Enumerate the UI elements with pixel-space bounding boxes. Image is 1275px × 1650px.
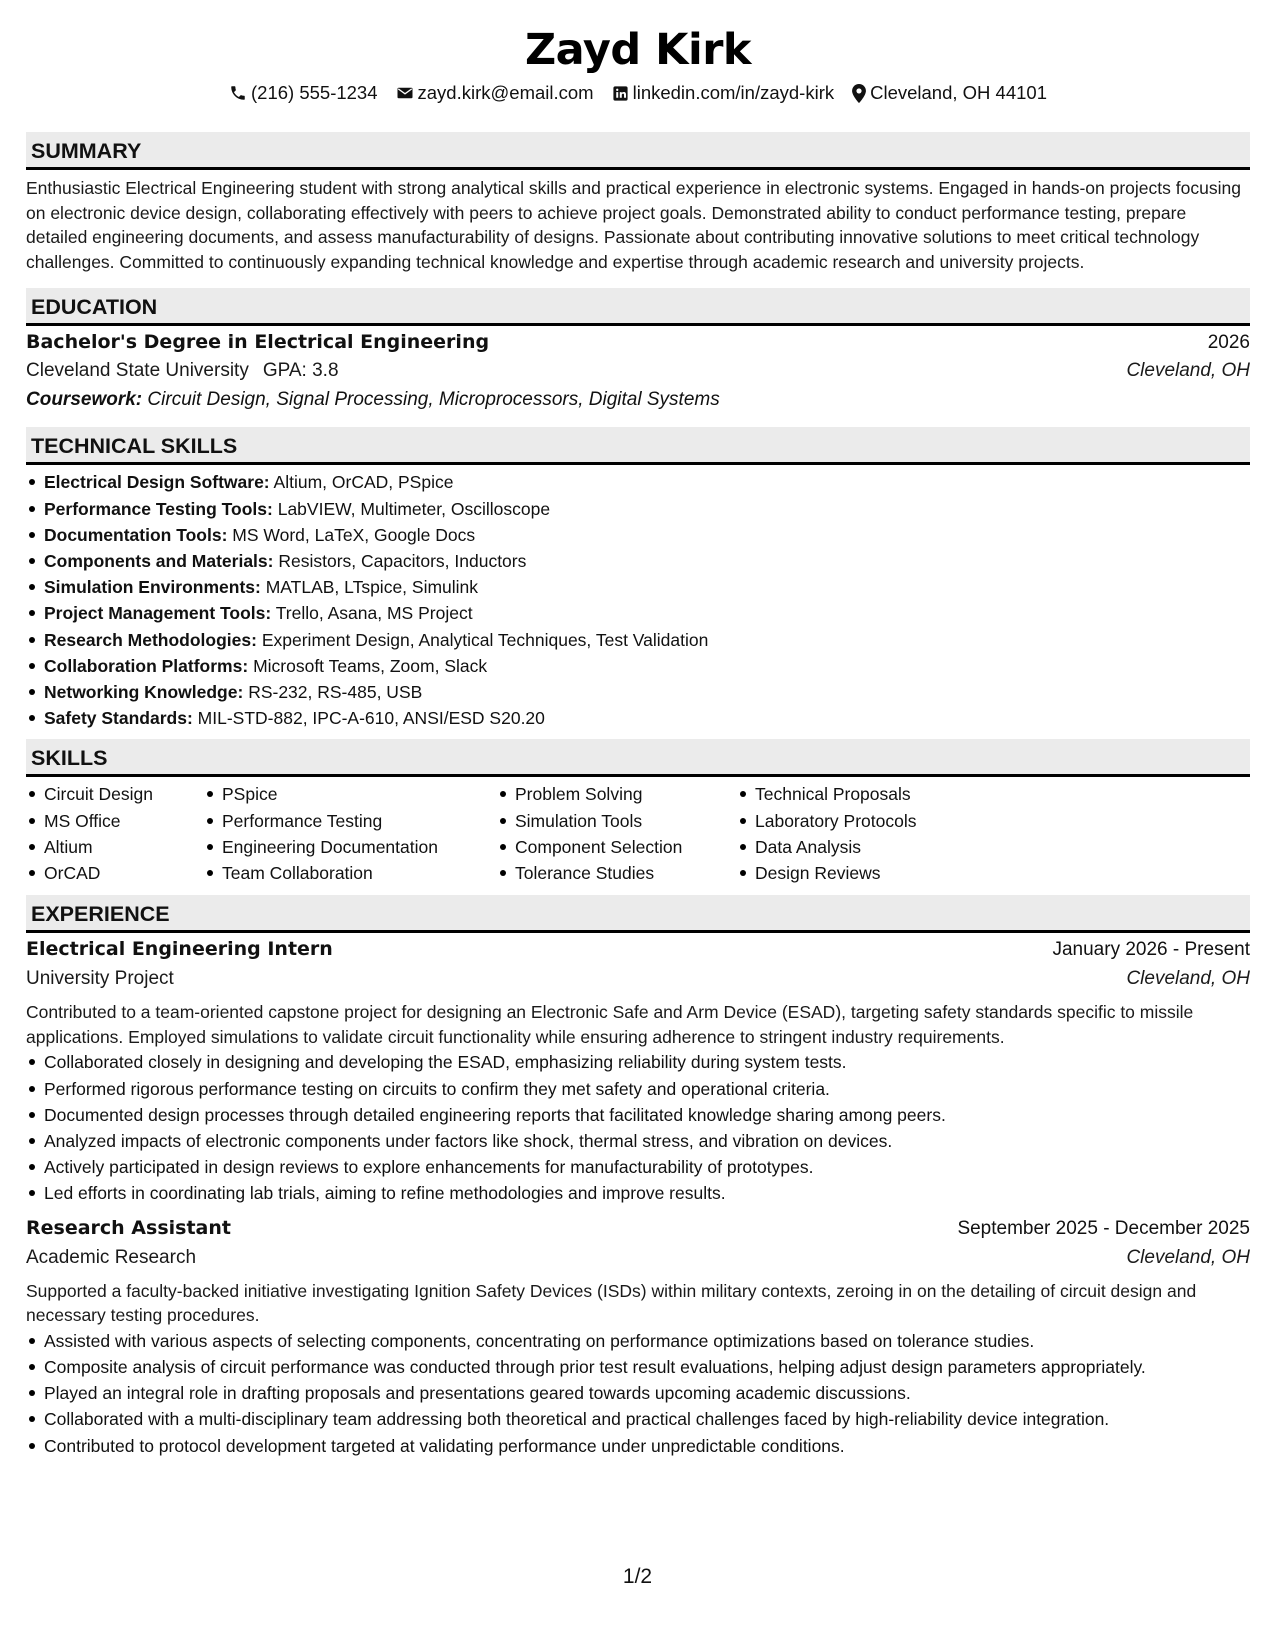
job-dates: January 2026 - Present [1052, 939, 1250, 961]
job-location: Cleveland, OH [1126, 1246, 1250, 1268]
coursework-line [26, 389, 1250, 419]
technical-skill-item [44, 548, 1250, 574]
skills-grid [26, 781, 1250, 886]
summary-text: Enthusiastic Electrical Engineering student with strong analytical skills and practical experience in electronic systems. Engaged in hands-on projects focusing on electronic device design, collaborating effectively with peers to achieve project goals. Demonstrated ability to conduct performance testing, prepare detailed engineering documents, and assess manufacturability of designs. Passionate about contributing innovative solutions to meet critical technology challenges. Committed to continuously expanding technical knowledge and expertise through academic research and university projects. [26, 178, 1241, 272]
skills-column [26, 781, 204, 886]
school-line [26, 360, 339, 382]
coursework-list: Circuit Design, Signal Processing, Microprocessors, Digital Systems [147, 389, 720, 411]
job-bullet: Played an integral role in drafting proposals and presentations geared towards upcoming academic discussions. [44, 1380, 1250, 1406]
technical-skill-item-label: Research Methodologies: [44, 629, 257, 650]
phone-text: (216) 555-1234 [251, 82, 378, 103]
graduation-year: 2026 [1207, 332, 1250, 354]
technical-skills-list [26, 469, 1250, 731]
skill-item: Circuit Design [44, 781, 204, 807]
section-header-experience: EXPERIENCE [26, 895, 1250, 933]
contact-linkedin[interactable] [612, 82, 835, 104]
technical-skill-item-label: Performance Testing Tools: [44, 498, 273, 519]
section-header-technical-skills: TECHNICAL SKILLS [26, 427, 1250, 465]
email-link[interactable]: zayd.kirk@email.com [417, 82, 594, 103]
map-pin-icon [852, 84, 866, 103]
job-bullet: Performed rigorous performance testing on circuits to confirm they met safety and operational criteria. [44, 1076, 1250, 1102]
technical-skill-item [44, 627, 1250, 653]
phone-icon [229, 84, 247, 102]
skill-item: Component Selection [515, 834, 737, 860]
skills-column [737, 781, 1015, 886]
page-number: 1/2 [622, 1565, 653, 1588]
technical-skill-item [44, 522, 1250, 548]
gpa: GPA: 3.8 [262, 360, 339, 382]
job-bullet: Documented design processes through detailed engineering reports that facilitated knowledge sharing among peers. [44, 1102, 1250, 1128]
technical-skill-item-label: Networking Knowledge: [44, 682, 244, 702]
job-bullet: Composite analysis of circuit performance was conducted through prior test result evaluations, helping adjust design parameters appropriately. [44, 1354, 1250, 1380]
experience-list [26, 938, 1250, 1459]
technical-skill-item-value: LabVIEW, Multimeter, Oscilloscope [277, 498, 551, 519]
job-summary: Contributed to a team-oriented capstone project for designing an Electronic Safe and Arm Device (ESAD), targeting safety standards specific to missile applications. Employed simulations to validate circuit functionality while ensuring adherence to stringent industry requirements. [26, 1002, 1194, 1047]
job-title: Research Assistant [26, 1216, 231, 1239]
skill-item: OrCAD [44, 860, 204, 886]
skill-item: Problem Solving [515, 781, 737, 807]
technical-skill-item-value: Microsoft Teams, Zoom, Slack [253, 655, 488, 676]
contact-bar [26, 80, 1250, 106]
linkedin-icon [612, 85, 629, 102]
technical-skill-item [44, 679, 1250, 705]
job-bullet: Analyzed impacts of electronic components under factors like shock, thermal stress, and vibration on devices. [44, 1128, 1250, 1154]
technical-skill-item-value: Altium, OrCAD, PSpice [273, 472, 454, 493]
technical-skill-item-label: Safety Standards: [44, 708, 193, 729]
technical-skill-item-label: Components and Materials: [44, 550, 274, 571]
skill-item: Simulation Tools [515, 808, 737, 834]
job-dates: September 2025 - December 2025 [957, 1217, 1250, 1239]
skill-item: Altium [44, 834, 204, 860]
job-bullet: Contributed to protocol development targeted at validating performance under unpredictable conditions. [44, 1433, 1250, 1459]
technical-skill-item-value: MS Word, LaTeX, Google Docs [232, 524, 476, 545]
job-bullets [26, 1328, 1250, 1459]
section-header-education: EDUCATION [26, 288, 1250, 326]
contact-location [852, 82, 1047, 104]
linkedin-link[interactable]: linkedin.com/in/zayd-kirk [632, 82, 835, 103]
job-organization: Academic Research [26, 1246, 197, 1268]
skill-item: Team Collaboration [222, 860, 497, 886]
skill-item: Design Reviews [755, 860, 1015, 886]
technical-skill-item [44, 705, 1250, 731]
candidate-name: Zayd Kirk [524, 25, 752, 75]
resume-page [26, 0, 1250, 1459]
envelope-icon [396, 84, 414, 102]
skill-item: Data Analysis [755, 834, 1015, 860]
coursework-label: Coursework: [26, 389, 143, 411]
school-name: Cleveland State University [26, 360, 249, 382]
skill-item: Tolerance Studies [515, 860, 737, 886]
skill-item: Laboratory Protocols [755, 808, 1015, 834]
technical-skill-item [44, 469, 1250, 495]
section-header-skills: SKILLS [26, 739, 1250, 777]
skill-item: Performance Testing [222, 808, 497, 834]
experience-entry [26, 1217, 1250, 1459]
education-entry [26, 331, 1250, 419]
job-bullet: Led efforts in coordinating lab trials, aiming to refine methodologies and improve results. [44, 1180, 1250, 1206]
technical-skill-item-label: Collaboration Platforms: [44, 655, 249, 676]
technical-skill-item-label: Project Management Tools: [44, 603, 272, 624]
location-text: Cleveland, OH 44101 [870, 82, 1047, 103]
job-bullet: Assisted with various aspects of selecting components, concentrating on performance optimizations based on tolerance studies. [44, 1328, 1250, 1354]
job-location: Cleveland, OH [1126, 968, 1250, 990]
experience-entry [26, 938, 1250, 1206]
job-summary: Supported a faculty-backed initiative investigating Ignition Safety Devices (ISDs) within military contexts, zeroing in on the detailing of circuit design and necessary testing procedures. [26, 1280, 1197, 1326]
job-organization: University Project [26, 968, 174, 990]
technical-skill-item-value: RS-232, RS-485, USB [248, 682, 423, 702]
job-bullet: Collaborated with a multi-disciplinary team addressing both theoretical and practical challenges faced by high-reliability device integration. [44, 1406, 1250, 1432]
school-location: Cleveland, OH [1126, 360, 1250, 382]
skills-column [204, 781, 497, 886]
technical-skill-item-value: Resistors, Capacitors, Inductors [278, 550, 527, 571]
contact-email[interactable] [396, 82, 594, 104]
skill-item: PSpice [222, 781, 497, 807]
technical-skill-item-label: Documentation Tools: [44, 524, 228, 545]
technical-skill-item [44, 653, 1250, 679]
contact-phone [229, 82, 378, 104]
skill-item: Engineering Documentation [222, 834, 497, 860]
technical-skill-item-value: MATLAB, LTspice, Simulink [265, 577, 479, 598]
technical-skill-item-value: MIL-STD-882, IPC-A-610, ANSI/ESD S20.20 [197, 708, 545, 729]
technical-skill-item-value: Experiment Design, Analytical Techniques, Test Validation [261, 629, 709, 650]
technical-skill-item-value: Trello, Asana, MS Project [275, 603, 473, 624]
degree-title: Bachelor's Degree in Electrical Engineering [26, 331, 490, 354]
section-header-summary: SUMMARY [26, 132, 1250, 170]
job-bullets [26, 1049, 1250, 1206]
technical-skill-item [44, 574, 1250, 600]
job-title: Electrical Engineering Intern [26, 938, 333, 961]
skills-column [497, 781, 737, 886]
skill-item: Technical Proposals [755, 781, 1015, 807]
job-bullet: Actively participated in design reviews to explore enhancements for manufacturability of prototypes. [44, 1154, 1250, 1180]
technical-skill-item-label: Simulation Environments: [44, 577, 261, 598]
skill-item: MS Office [44, 808, 204, 834]
job-bullet: Collaborated closely in designing and developing the ESAD, emphasizing reliability during system tests. [44, 1049, 1250, 1075]
technical-skill-item [44, 600, 1250, 626]
technical-skill-item [44, 496, 1250, 522]
technical-skill-item-label: Electrical Design Software: [44, 472, 270, 493]
